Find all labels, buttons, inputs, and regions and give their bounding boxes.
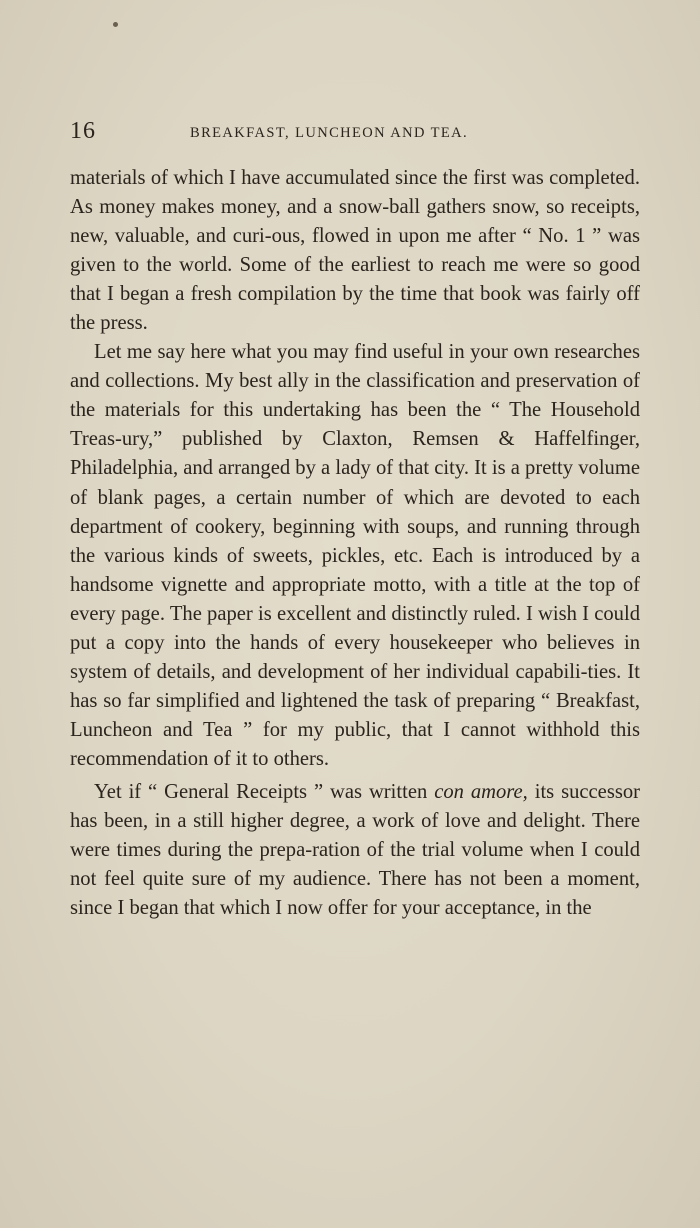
paragraph-1: materials of which I have accumulated since the first was completed. As money makes money, and a snow-ball gathers snow, so receipts, new, valuable, and curi-ous, flowed in upon me after “ No. 1 ” was given to the world. Some of the earliest to reach me were so good that I began a fresh compilation by the time that book was fairly off the press. bbox=[70, 167, 640, 335]
paragraph-3-rest: its successor has been, in a still higher degree, a work of love and delight. There were times during the prepa-ration of the trial volume when I could not feel quite sure of my audience. There has not been a moment, since I began that which I now offer for your acceptance, in the bbox=[70, 780, 641, 920]
page-number: 16 bbox=[70, 118, 96, 144]
paragraph-3-emphasis: con amore, bbox=[434, 780, 528, 803]
paragraph-2: Let me say here what you may find useful in your own researches and collections. My best ally in the classification and preservation of the materials for this undertaking has been the “ The Household Treas-ury,” published by Claxton, Remsen & Haffelfinger, Philadelphia, and arranged by a lady of that city. It is a pretty volume of blank pages, a certain number of which are devoted to each department of cookery, beginning with soups, and running through the various kinds of sweets, pickles, etc. Each is introduced by a handsome vignette and appropriate motto, with a title at the top of every page. The paper is excellent and distinctly ruled. I wish I could put a copy into the hands of every housekeeper who believes in system of details, and development of her individual capabili-ties. It has so far simplified and lightened the task of preparing “ Breakfast, Luncheon and Tea ” for my public, that I cannot withhold this recommendation of it to others. bbox=[70, 341, 640, 770]
paper-speck bbox=[113, 22, 118, 27]
paragraph-3-lead: Yet if “ General Receipts ” was written bbox=[94, 780, 435, 803]
paragraph-3 bbox=[70, 778, 640, 923]
page-header bbox=[70, 118, 640, 148]
running-title: BREAKFAST, LUNCHEON AND TEA. bbox=[190, 125, 469, 141]
body-text bbox=[70, 164, 640, 923]
